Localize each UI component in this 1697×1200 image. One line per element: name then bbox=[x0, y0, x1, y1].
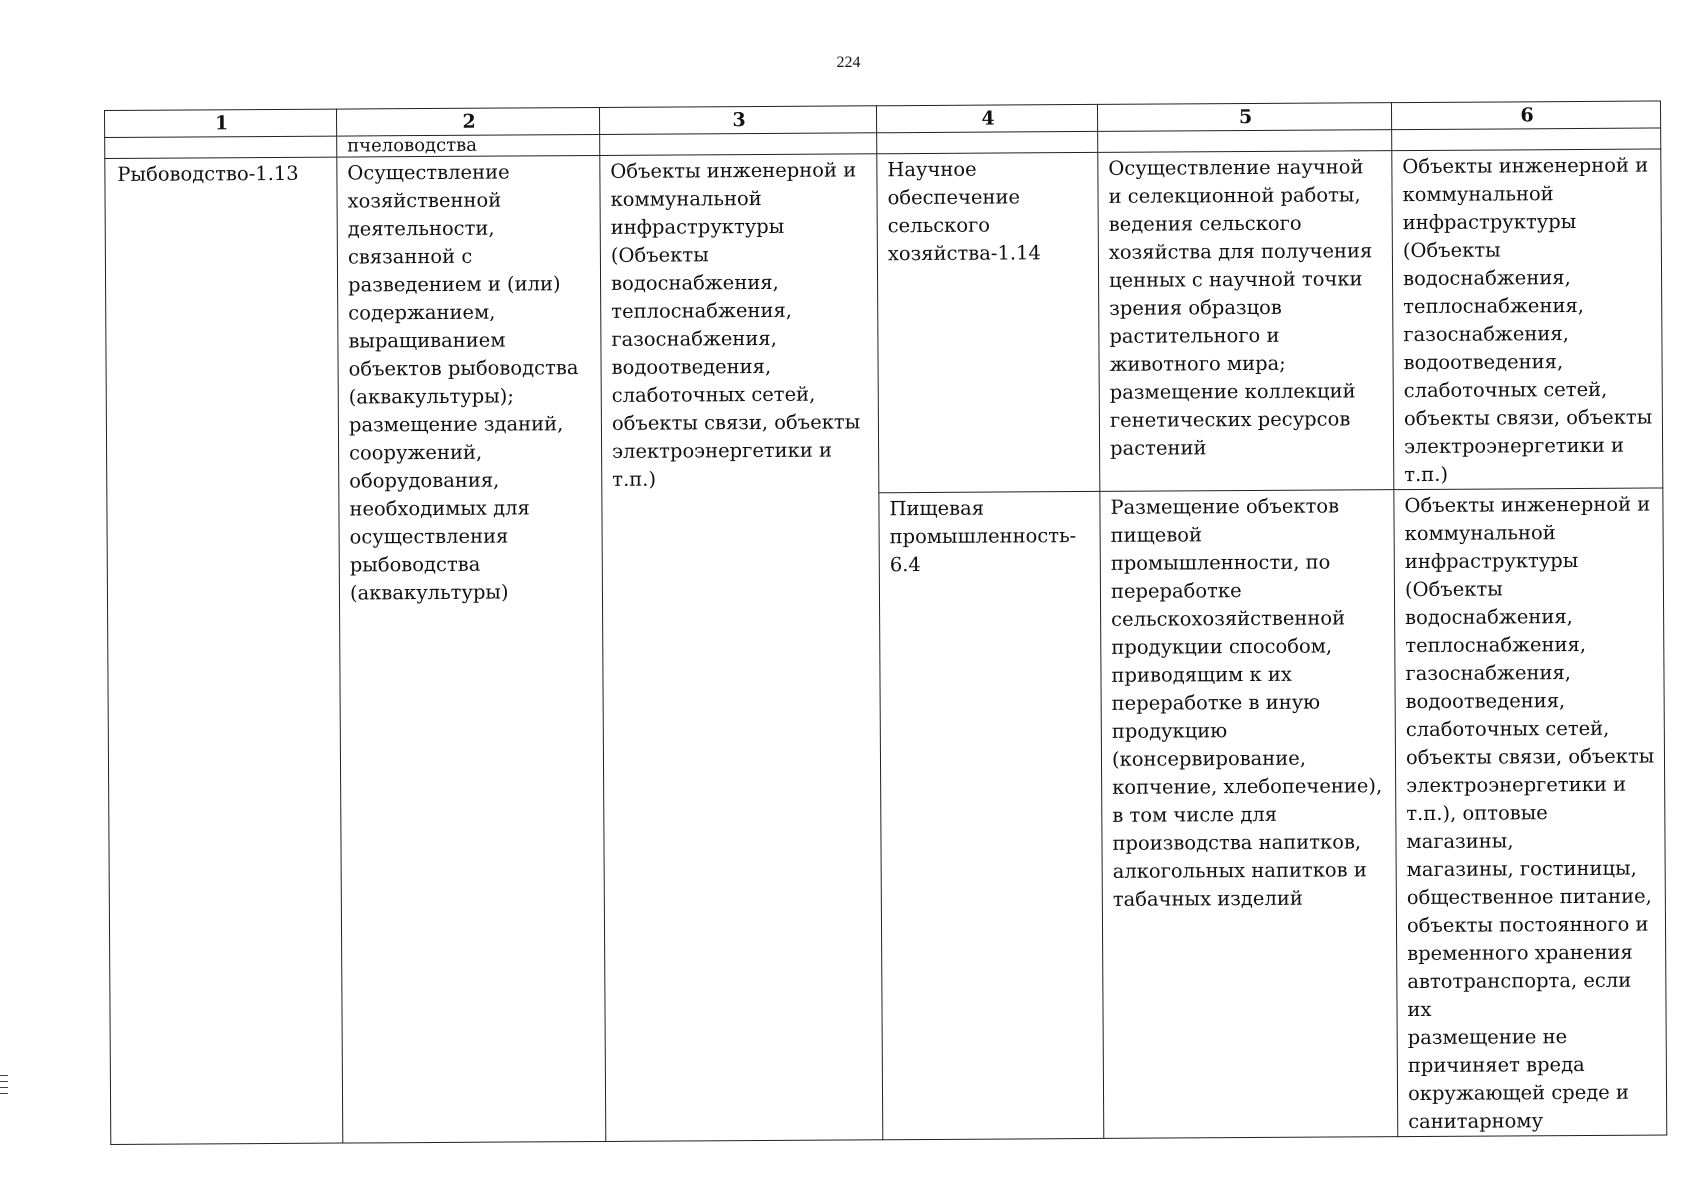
header-cell-5: 5 bbox=[1097, 103, 1391, 132]
table-row bbox=[105, 149, 1663, 497]
main-use-name: Рыбоводство-1.13 bbox=[105, 157, 343, 1144]
header-cell-1: 1 bbox=[105, 109, 337, 137]
conditional-use-description: Размещение объектов пищевой промышленности, по переработке сельскохозяйственной продукции способом, приводящим к их переработке в иную продукцию (консервирование, копчение, хлебопечение), в том числе для производства напитков, алкогольных напитков и табачных изделий bbox=[1100, 490, 1398, 1139]
continuation-cell-4 bbox=[877, 131, 1098, 153]
conditional-use-name: Научное обеспечение сельского хозяйства-1.14 bbox=[877, 152, 1100, 492]
conditional-use-auxiliary: Объекты инженерной и коммунальной инфраструктуры (Объекты водоснабжения, теплоснабжения, газоснабжения, водоотведения, слаботочных сетей, объекты связи, объекты электроэнергетики и т.п.) bbox=[1392, 149, 1663, 490]
continuation-cell-2: пчеловодства bbox=[337, 134, 600, 157]
auxiliary-use: Объекты инженерной и коммунальной инфраструктуры (Объекты водоснабжения, теплоснабжения, газоснабжения, водоотведения, слаботочных сетей, объекты связи, объекты электроэнергетики и т.п.) bbox=[600, 154, 883, 1142]
conditional-use-description: Осуществление научной и селекционной работы, ведения сельского хозяйства для получения ценных с научной точки зрения образцов растительного и животного мира; размещение коллекций генетических ресурсов растений bbox=[1098, 151, 1394, 492]
header-cell-4: 4 bbox=[876, 104, 1097, 132]
conditional-use-name: Пищевая промышленность- 6.4 bbox=[879, 491, 1104, 1139]
main-use-description: Осуществление хозяйственной деятельности, связанной с разведением и (или) содержанием, выращиванием объектов рыбоводства (аквакультуры); размещение зданий, сооружений, оборудования, необходимых для осуществления рыбоводства (аквакультуры) bbox=[337, 155, 606, 1143]
land-use-table bbox=[104, 100, 1667, 1144]
header-cell-6: 6 bbox=[1391, 101, 1660, 130]
conditional-use-auxiliary: Объекты инженерной и коммунальной инфраструктуры (Объекты водоснабжения, теплоснабжения, газоснабжения, водоотведения, слаботочных сетей, объекты связи, объекты электроэнергетики и т.п.), оптовые магазины, магазины, гостиницы, общественное питание, объекты постоянного и временного хранения автотранспорта, если их размещение не причиняет вреда окружающей среде и санитарному bbox=[1394, 488, 1667, 1137]
continuation-cell-3 bbox=[600, 133, 877, 156]
margin-mark bbox=[0, 1075, 8, 1105]
page-number: 224 bbox=[836, 54, 861, 71]
header-cell-3: 3 bbox=[599, 106, 876, 135]
header-cell-2: 2 bbox=[336, 107, 599, 136]
continuation-cell-6 bbox=[1392, 128, 1661, 151]
continuation-cell-5 bbox=[1098, 130, 1392, 153]
continuation-cell-1 bbox=[105, 136, 337, 158]
